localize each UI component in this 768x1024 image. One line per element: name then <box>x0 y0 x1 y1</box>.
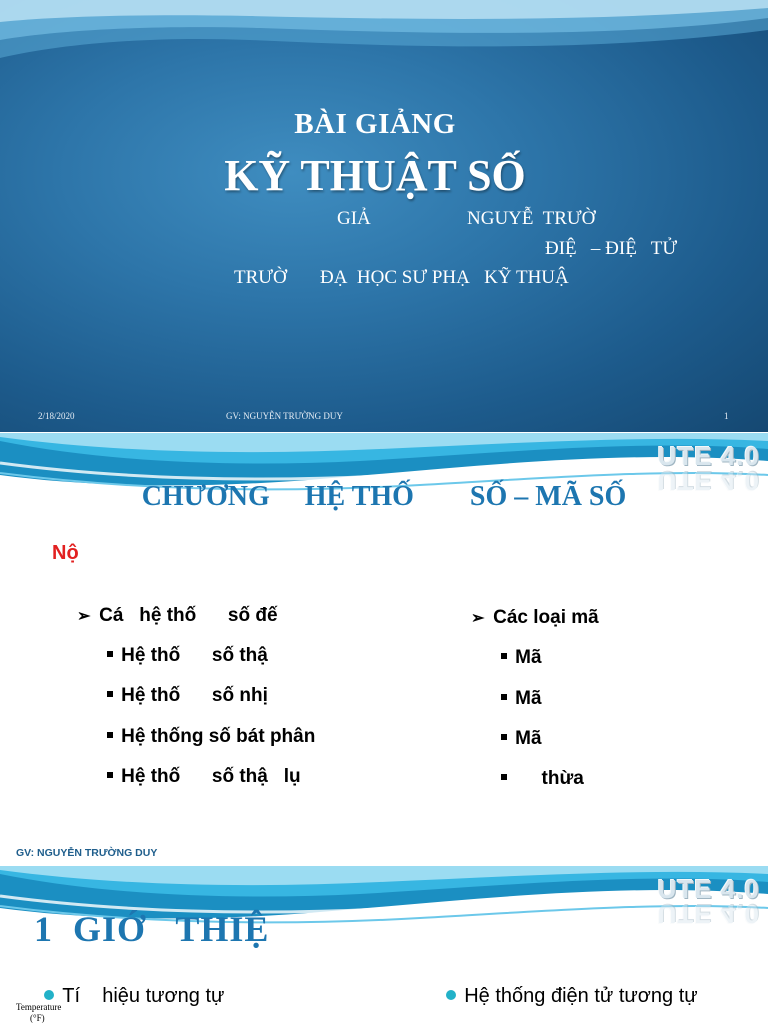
list-item: ➢ Cá hệ thố số đế <box>77 605 278 626</box>
university-name: TRƯỜ ĐẠ HỌC SƯ PHẠ KỸ THUẬ <box>234 267 569 288</box>
content-heading: Nộ <box>52 542 79 564</box>
arrow-bullet-icon: ➢ <box>471 610 485 627</box>
list-item: thừa <box>480 746 584 812</box>
list-item: Mã <box>480 666 542 732</box>
top-wave-decoration <box>0 0 768 80</box>
ute-logo-reflection: UTE 4.0 <box>657 899 760 929</box>
square-bullet-icon <box>501 774 507 780</box>
slide-2 <box>0 433 768 865</box>
axis-label: Temperature (°F) <box>16 1002 62 1023</box>
list-item: Hệ thống số bát phân <box>86 704 315 770</box>
list-item: Hệ thố số nhị <box>86 663 268 729</box>
course-title: KỸ THUẬT SỐ <box>224 151 526 200</box>
slide-number: 1 <box>724 411 729 421</box>
square-bullet-icon <box>501 653 507 659</box>
list-item: Tí hiệu tương tự <box>22 962 224 1024</box>
list-item: Mã <box>480 706 542 772</box>
slide-footer-author: GV: NGUYỄN TRƯỜNG DUY <box>226 411 343 421</box>
square-bullet-icon <box>501 734 507 740</box>
list-item: Mã <box>480 625 542 691</box>
square-bullet-icon <box>107 691 113 697</box>
ute-logo: UTE 4.0 <box>657 874 760 904</box>
list-item: ➢ Các loại mã <box>471 607 599 628</box>
lecturer-label: GIẢ <box>337 208 371 229</box>
square-bullet-icon <box>107 651 113 657</box>
arrow-bullet-icon: ➢ <box>77 608 91 625</box>
square-bullet-icon <box>501 694 507 700</box>
square-bullet-icon <box>107 772 113 778</box>
list-item: Hệ thống điện tử tương tự <box>424 962 698 1024</box>
square-bullet-icon <box>107 732 113 738</box>
section-title: 1 GIỚ THIỆ <box>34 909 270 949</box>
lecture-label: BÀI GIẢNG <box>294 108 456 140</box>
department-name: ĐIỆ – ĐIỆ TỬ <box>545 238 678 259</box>
slide-footer-author: GV: NGUYỄN TRƯỜNG DUY <box>16 847 158 859</box>
list-item: Hệ thố số thậ lụ <box>86 744 301 810</box>
slide-date: 2/18/2020 <box>38 411 75 421</box>
slide-1 <box>0 0 768 432</box>
chapter-title: CHƯƠNG HỆ THỐ SỐ – MÃ SỐ <box>141 481 627 512</box>
ute-logo-reflection: UTE 4.0 <box>657 466 760 496</box>
slide-3 <box>0 866 768 1024</box>
ute-logo: UTE 4.0 <box>657 441 760 471</box>
lecturer-name: NGUYỄ TRƯỜ <box>467 208 596 229</box>
list-item: Hệ thố số thậ <box>86 623 268 689</box>
round-bullet-icon <box>44 990 54 1000</box>
round-bullet-icon <box>446 990 456 1000</box>
